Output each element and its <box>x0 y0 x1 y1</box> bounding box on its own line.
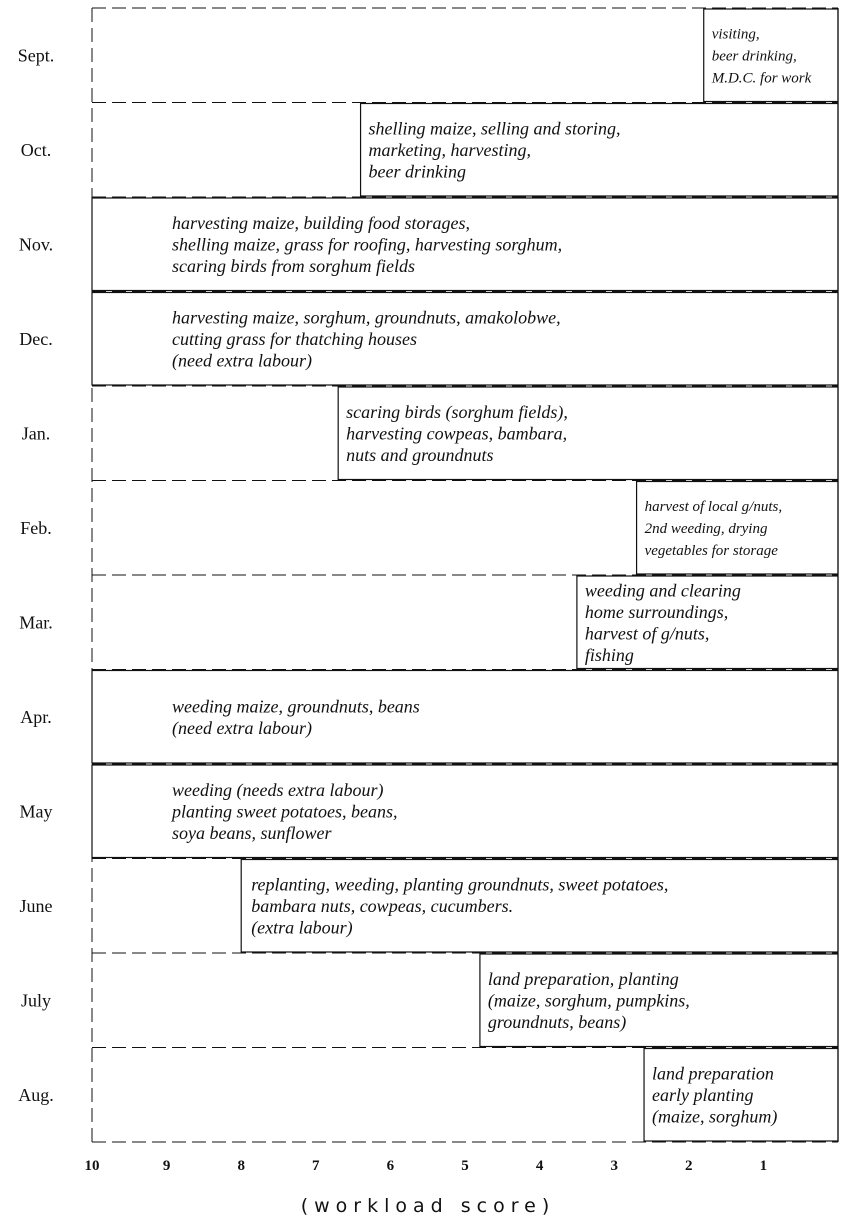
x-tick-label: 6 <box>386 1158 395 1174</box>
month-labels <box>18 45 55 1105</box>
x-axis-title: (workload score) <box>300 1195 556 1217</box>
activity-label: shelling maize, grass for roofing, harvesting sorghum, <box>172 234 563 255</box>
month-label: Jan. <box>21 423 51 444</box>
activity-label: 2nd weeding, drying <box>644 521 768 537</box>
activity-label: shelling maize, selling and storing, <box>368 118 621 139</box>
activity-label: planting sweet potatoes, beans, <box>172 801 398 822</box>
month-label: June <box>19 895 53 916</box>
activity-label: (need extra labour) <box>172 717 312 738</box>
activity-label: beer drinking, <box>711 48 797 65</box>
month-label: May <box>19 801 53 822</box>
month-label: July <box>20 990 52 1011</box>
month-label: Mar. <box>19 612 53 633</box>
activity-label: weeding (needs extra labour) <box>172 780 384 801</box>
activity-label: nuts and groundnuts <box>346 445 494 466</box>
activity-label: land preparation <box>652 1063 774 1084</box>
activity-label: (maize, sorghum) <box>652 1106 778 1127</box>
activity-label: harvesting maize, building food storages, <box>172 213 470 234</box>
activity-label: marketing, harvesting, <box>368 140 532 161</box>
activity-label: harvesting cowpeas, bambara, <box>346 423 568 444</box>
x-tick-label: 9 <box>162 1158 171 1174</box>
month-label: Dec. <box>19 328 53 349</box>
activity-label: beer drinking <box>368 161 467 182</box>
activity-label: vegetables for storage <box>644 543 778 559</box>
activity-label: (need extra labour) <box>172 350 312 371</box>
x-tick-label: 10 <box>84 1158 100 1174</box>
month-label: Sept. <box>17 45 55 66</box>
activity-label: groundnuts, beans) <box>487 1012 627 1033</box>
activity-label: weeding and clearing <box>584 580 741 601</box>
x-axis-ticks <box>85 1158 768 1174</box>
activity-label: visiting, <box>711 26 760 43</box>
month-label: Oct. <box>20 139 52 160</box>
activity-label: harvest of g/nuts, <box>584 623 710 644</box>
x-tick-label: 5 <box>461 1158 469 1174</box>
month-label: Nov. <box>18 234 54 255</box>
activity-label: home surroundings, <box>584 601 729 622</box>
activity-label: weeding maize, groundnuts, beans <box>172 696 420 717</box>
x-tick-label: 7 <box>312 1158 320 1174</box>
activity-label: harvesting maize, sorghum, groundnuts, amakolobwe, <box>172 307 561 328</box>
workload-bar <box>92 671 838 764</box>
activity-label: fishing <box>584 644 634 665</box>
x-tick-label: 1 <box>759 1158 768 1174</box>
activity-label: (maize, sorghum, pumpkins, <box>487 990 690 1011</box>
x-tick-label: 8 <box>237 1158 245 1174</box>
activity-label: soya beans, sunflower <box>172 823 332 844</box>
activity-label: cutting grass for thatching houses <box>172 329 418 350</box>
activity-label: harvest of local g/nuts, <box>644 499 783 515</box>
activity-label: replanting, weeding, planting groundnuts, sweet potatoes, <box>251 874 669 895</box>
activity-label: (extra labour) <box>251 917 353 938</box>
month-label: Apr. <box>20 706 52 727</box>
x-tick-label: 2 <box>685 1158 693 1174</box>
activity-label: early planting <box>652 1085 754 1106</box>
x-tick-label: 4 <box>535 1158 544 1174</box>
activity-label: scaring birds from sorghum fields <box>172 256 416 277</box>
activity-label: scaring birds (sorghum fields), <box>346 402 568 423</box>
month-label: Feb. <box>20 517 52 538</box>
activity-label: M.D.C. for work <box>711 70 812 87</box>
month-label: Aug. <box>18 1084 54 1105</box>
activity-label: land preparation, planting <box>487 969 679 990</box>
activity-label: bambara nuts, cowpeas, cucumbers. <box>251 896 514 917</box>
x-tick-label: 3 <box>610 1158 618 1174</box>
